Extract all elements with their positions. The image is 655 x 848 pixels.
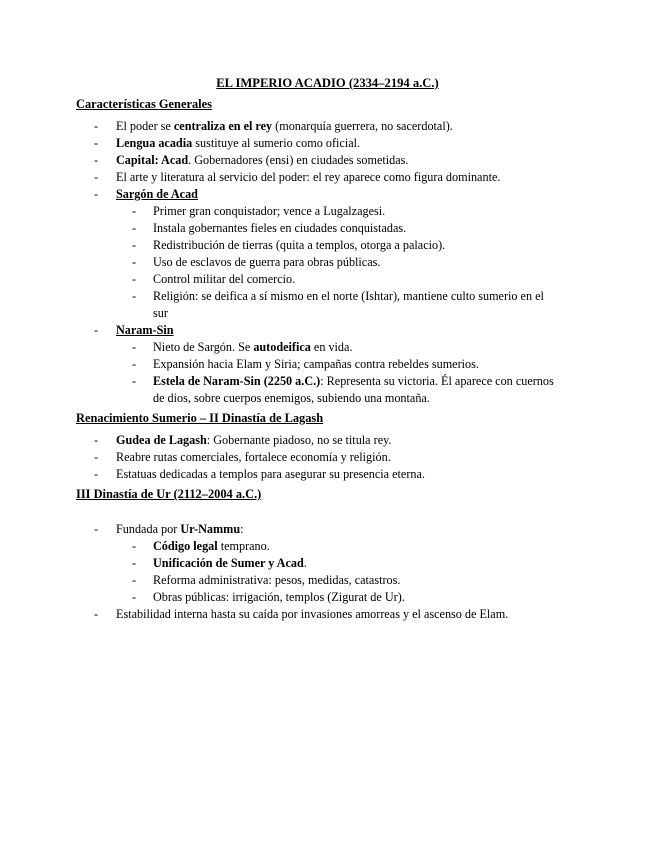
bullet-dash: - <box>132 272 137 286</box>
bullet-dash: - <box>94 119 99 133</box>
bullet-dash: - <box>132 289 137 303</box>
bullet-dash: - <box>94 607 99 621</box>
bullet-dash: - <box>132 573 137 587</box>
bullet-dash: - <box>94 187 99 201</box>
bullet-dash: - <box>132 590 137 604</box>
bullet-dash: - <box>94 522 99 536</box>
bullet-dash: - <box>132 539 137 553</box>
bullet-dash: - <box>132 357 137 371</box>
section-heading-caracteristicas: Características Generales <box>76 97 212 111</box>
bullet-dash: - <box>94 323 99 337</box>
bullet-dash: - <box>94 433 99 447</box>
bullet-dash: - <box>132 556 137 570</box>
bullet-dash: - <box>132 221 137 235</box>
bullet-dash: - <box>132 204 137 218</box>
bullet-dash: - <box>94 153 99 167</box>
bullet-dash: - <box>94 170 99 184</box>
section-heading-ur: III Dinastía de Ur (2112–2004 a.C.) <box>76 487 262 501</box>
bullet-dash: - <box>132 340 137 354</box>
section-heading-renacimiento: Renacimiento Sumerio – II Dinastía de Lagash <box>76 411 324 425</box>
document-title: EL IMPERIO ACADIO (2334–2194 a.C.) <box>216 76 439 90</box>
document-page: EL IMPERIO ACADIO (2334–2194 a.C.) Características Generales - El poder se centraliza en el rey (monarquía guerrera, no sacerdotal). - Lengua acadia sustituye al sumerio como oficial. - Capital: Acad. Gobernadores (ensi) en ciudades sometidas. - El arte y literatura al servicio del poder: el rey aparece como figura dominante. - Sargón de Acad - Primer gran conquistador; vence a Lugalzagesi. - Instala gobernantes fieles en ciudades conquistadas. - Redistribución de tierras (quita a templos, otorga a palacio). - Uso de esclavos de guerra para obras públicas. - Control militar del comercio. - Religión: se deifica a sí mismo en el norte (Ishtar), mantiene culto sumerio en el sur - Naram-Sin - Nieto de Sargón. Se autodeifica en vida. - Expansión hacia Elam y Siria; campañas contra rebeldes sumerios. - Estela de Naram-Sin (2250 a.C.): Representa su victoria. Él aparece con cuernos de dios, sobre cuerpos enemigos, subiendo una montaña. Renacimiento Sumerio – II Dinastía de Lagash - Gudea de Lagash: Gobernante piadoso, no se titula rey. - Reabre rutas comerciales, fortalece economía y religión. - Estatuas dedicadas a templos para asegurar su presencia eterna. III Dinastía de Ur (2112–2004 a.C.) - Fundada por Ur-Nammu: - Código legal temprano. - Unificación de Sumer y Acad. - Reforma administrativa: pesos, medidas, catastros. - Obras públicas: irrigación, templos (Zigurat de Ur). - Estabilidad interna hasta su caída por invasiones amorreas y el ascenso de Elam. <box>0 0 655 848</box>
bullet-dash: - <box>132 255 137 269</box>
bullet-dash: - <box>132 238 137 252</box>
bullet-dash: - <box>132 374 137 388</box>
bullet-dash: - <box>94 136 99 150</box>
bullet-dash: - <box>94 467 99 481</box>
bullet-dash: - <box>94 450 99 464</box>
